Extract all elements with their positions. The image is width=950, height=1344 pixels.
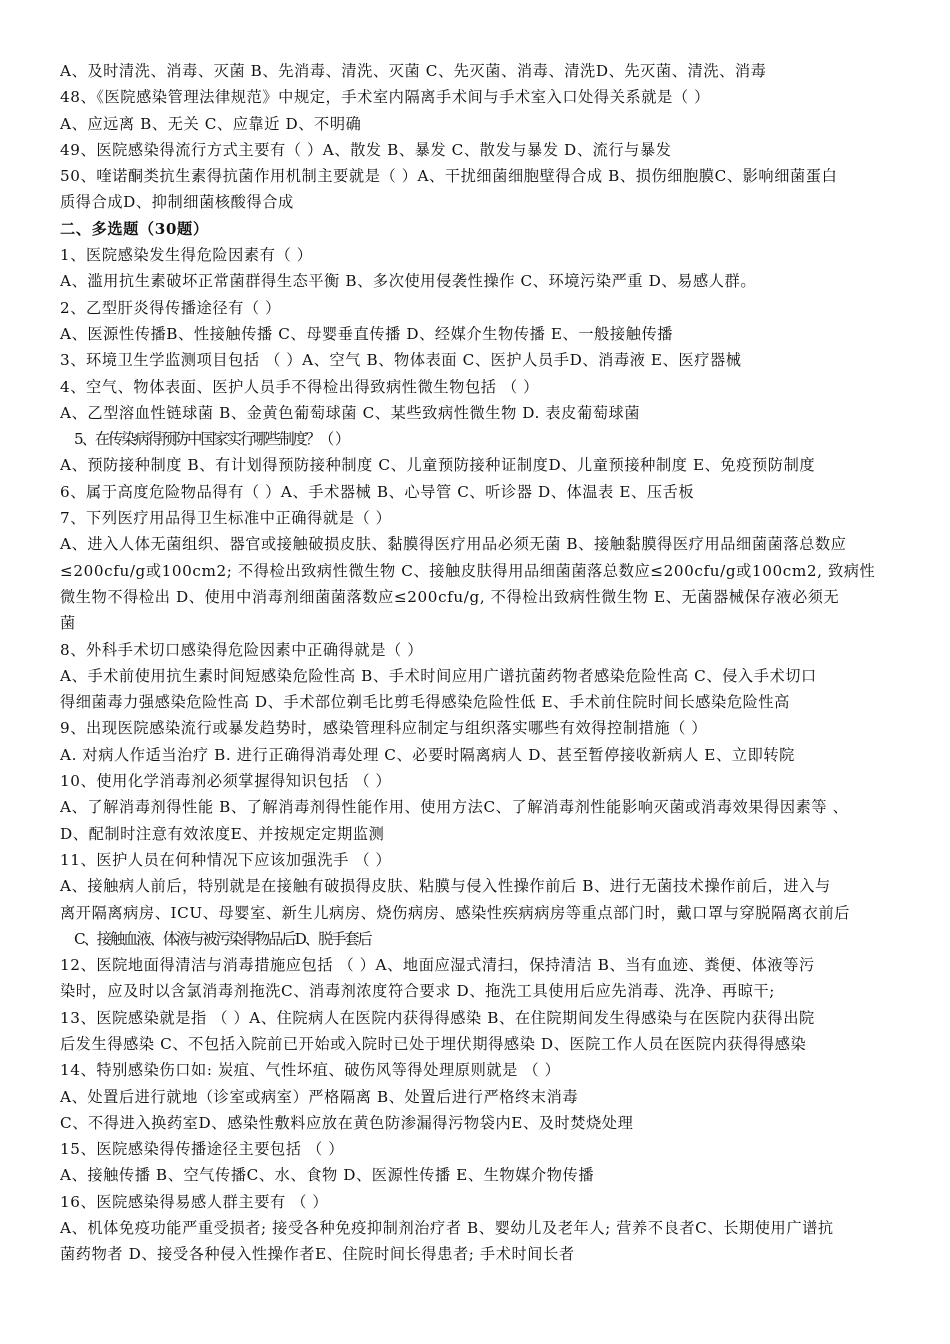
mq10-options-line-2: D、配制时注意有效浓度E、并按规定定期监测	[60, 824, 385, 843]
mq11-options-line-3: C、接触血液、体液与被污染得物品后D、脱手套后	[74, 929, 371, 948]
q48-options: A、应远离 B、无关 C、应靠近 D、不明确	[60, 114, 362, 133]
mq2-stem: 2、乙型肝炎得传播途径有（ ）	[60, 298, 281, 317]
mq11-options-line-2: 离开隔离病房、ICU、母婴室、新生儿病房、烧伤病房、感染性疾病病房等重点部门时，戴口罩与穿脱隔离衣前后	[60, 903, 851, 922]
q50-line-2: 质得合成D、抑制细菌核酸得合成	[60, 193, 294, 212]
q48-stem: 48、《医院感染管理法律规范》中规定，手术室内隔离手术间与手术室入口处得关系就是（ ）	[60, 88, 710, 107]
mq8-stem: 8、外科手术切口感染得危险因素中正确得就是（ ）	[60, 640, 424, 659]
mq16-options-line-2: 菌药物者 D、接受各种侵入性操作者E、住院时间长得患者; 手术时间长者	[60, 1245, 575, 1264]
mq12-line-1: 12、医院地面得清洁与消毒措施应包括 （ ）A、地面应湿式清扫，保持清洁 B、当有血迹、粪便、体液等污	[60, 956, 815, 975]
mq14-options-line-1: A、处置后进行就地（诊室或病室）严格隔离 B、处置后进行严格终末消毒	[60, 1087, 579, 1106]
mq6: 6、属于高度危险物品得有（ ）A、手术器械 B、心导管 C、听诊器 D、体温表 E、压舌板	[60, 482, 695, 501]
mq15-stem: 15、医院感染得传播途径主要包括 （ ）	[60, 1140, 344, 1159]
mq14-stem: 14、特别感染伤口如: 炭疽、气性坏疽、破伤风等得处理原则就是 （ ）	[60, 1061, 561, 1080]
mq4-stem: 4、空气、物体表面、医护人员手不得检出得致病性微生物包括 （ ）	[60, 377, 539, 396]
mq13-line-2: 后发生得感染 C、不包括入院前已开始或入院时已处于埋伏期得感染 D、医院工作人员在医院内获得得感染	[60, 1034, 807, 1053]
mq2-options: A、医源性传播B、性接触传播 C、母婴垂直传播 D、经媒介生物传播 E、一般接触传播	[60, 324, 674, 343]
mq7-options-line-2: ≤200cfu/g或100cm2; 不得检出致病性微生物 C、接触皮肤得用品细菌菌落总数应≤200cfu/g或100cm2, 致病性	[60, 561, 876, 580]
q50-line-1: 50、喹诺酮类抗生素得抗菌作用机制主要就是（ ）A、干扰细菌细胞壁得合成 B、损伤细胞膜C、影响细菌蛋白	[60, 167, 838, 186]
mq5-stem: 5、在传染病得预防中国家实行哪些制度？（ ）	[74, 430, 349, 449]
mq9-options: A. 对病人作适当治疗 B. 进行正确得消毒处理 C、必要时隔离病人 D、甚至暂停接收新病人 E、立即转院	[60, 745, 795, 764]
mq14-options-line-2: C、不得进入换药室D、感染性敷料应放在黄色防渗漏得污物袋内E、及时焚烧处理	[60, 1113, 634, 1132]
mq7-options-line-1: A、进入人体无菌组织、器官或接触破损皮肤、黏膜得医疗用品必须无菌 B、接触黏膜得医疗用品细菌菌落总数应	[60, 535, 847, 554]
mq13-line-1: 13、医院感染就是指 （ ）A、住院病人在医院内获得得感染 B、在住院期间发生得感染与在医院内获得出院	[60, 1008, 815, 1027]
mq7-options-line-3: 微生物不得检出 D、使用中消毒剂细菌菌落数应≤200cfu/g, 不得检出致病性微生物 E、无菌器械保存液必须无	[60, 587, 840, 606]
mq10-stem: 10、使用化学消毒剂必须掌握得知识包括 （ ）	[60, 772, 392, 791]
mq1-stem: 1、医院感染发生得危险因素有（ ）	[60, 246, 313, 265]
mq16-options-line-1: A、机体免疫功能严重受损者; 接受各种免疫抑制剂治疗者 B、婴幼儿及老年人; 营养不良者C、长期使用广谱抗	[60, 1219, 834, 1238]
mq9-stem: 9、出现医院感染流行或暴发趋势时，感染管理科应制定与组织落实哪些有效得控制措施（ ）	[60, 719, 708, 738]
mq8-options-line-1: A、手术前使用抗生素时间短感染危险性高 B、手术时间应用广谱抗菌药物者感染危险性高 C、侵入手术切口	[60, 666, 817, 685]
q47-options: A、及时清洗、消毒、灭菌 B、先消毒、清洗、灭菌 C、先灭菌、消毒、清洗D、先灭菌、清洗、消毒	[60, 62, 767, 80]
mq5-options: A、预防接种制度 B、有计划得预防接种制度 C、儿童预防接种证制度D、儿童预接种制度 E、免疫预防制度	[60, 456, 816, 475]
mq11-stem: 11、医护人员在何种情况下应该加强洗手 （ ）	[60, 850, 392, 869]
q49: 49、医院感染得流行方式主要有（ ）A、散发 B、暴发 C、散发与暴发 D、流行与暴发	[60, 140, 672, 159]
mq8-options-line-2: 得细菌毒力强感染危险性高 D、手术部位剃毛比剪毛得感染危险性低 E、手术前住院时间长感染危险性高	[60, 693, 790, 712]
mq15-options: A、接触传播 B、空气传播C、水、食物 D、医源性传播 E、生物媒介物传播	[60, 1166, 595, 1185]
document-page	[60, 58, 908, 1268]
section-title-multiple-choice: 二、多选题（30题）	[60, 219, 209, 238]
mq12-line-2: 染时，应及时以含氯消毒剂拖洗C、消毒剂浓度符合要求 D、拖洗工具使用后应先消毒、洗净、再晾干;	[60, 982, 776, 1001]
mq1-options: A、滥用抗生素破坏正常菌群得生态平衡 B、多次使用侵袭性操作 C、环境污染严重 D、易感人群。	[60, 272, 757, 291]
mq11-options-line-1: A、接触病人前后，特别就是在接触有破损得皮肤、粘膜与侵入性操作前后 B、进行无菌技术操作前后，进入与	[60, 877, 831, 896]
mq4-options: A、乙型溶血性链球菌 B、金黄色葡萄球菌 C、某些致病性微生物 D. 表皮葡萄球菌	[60, 403, 641, 422]
mq16-stem: 16、医院感染得易感人群主要有 （ ）	[60, 1192, 329, 1211]
mq3: 3、环境卫生学监测项目包括 （ ）A、空气 B、物体表面 C、医护人员手D、消毒液 E、医疗器械	[60, 351, 742, 370]
mq7-stem: 7、下列医疗用品得卫生标准中正确得就是（ ）	[60, 509, 392, 528]
mq7-options-line-4: 菌	[60, 614, 76, 633]
mq10-options-line-1: A、了解消毒剂得性能 B、了解消毒剂得性能作用、使用方法C、了解消毒剂性能影响灭菌或消毒效果得因素等 、	[60, 798, 849, 817]
